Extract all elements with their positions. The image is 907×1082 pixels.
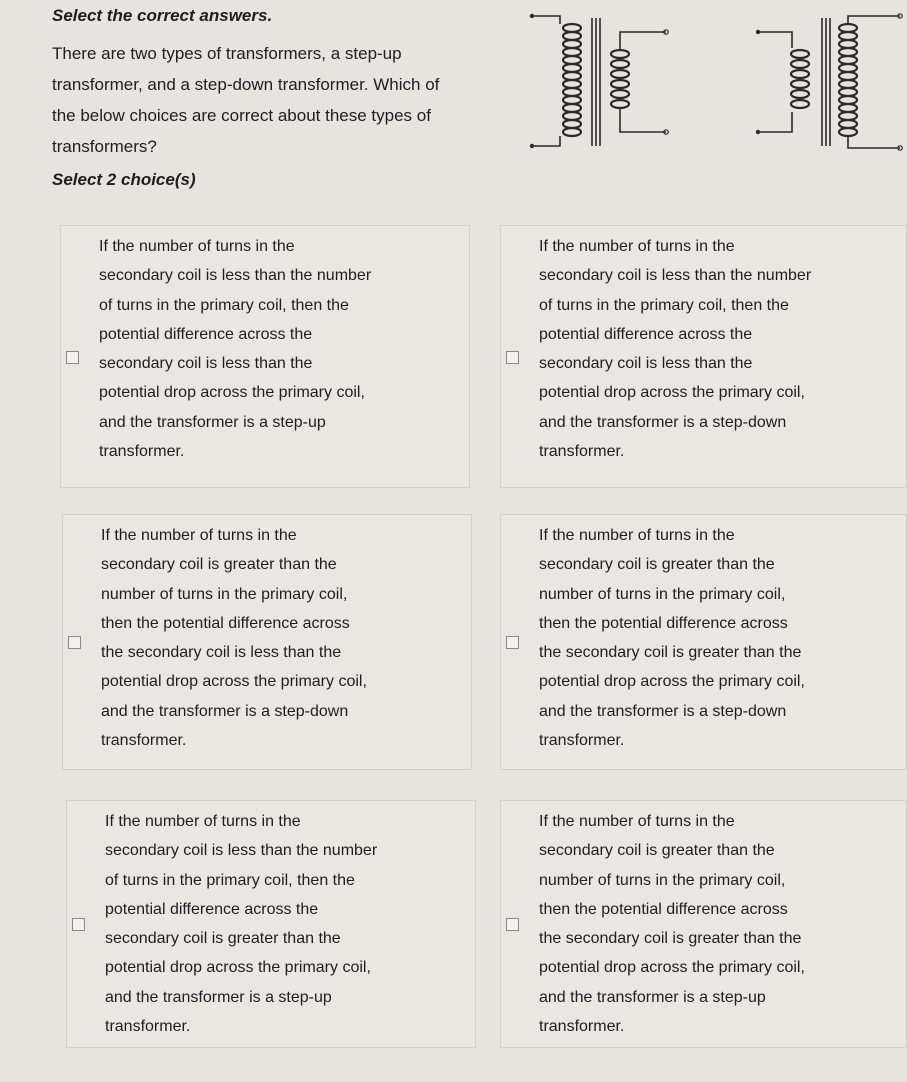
choice-line: If the number of turns in the xyxy=(539,813,735,830)
question-line: There are two types of transformers, a step-up xyxy=(52,44,402,63)
choice-line: of turns in the primary coil, then the xyxy=(539,296,789,314)
question-header xyxy=(52,6,522,162)
choice-line: and the transformer is a step-down xyxy=(539,702,787,720)
choice-checkbox[interactable] xyxy=(506,351,519,364)
choice-line: of turns in the primary coil, then the xyxy=(105,871,355,889)
choice-line: of turns in the primary coil, then the xyxy=(99,296,349,314)
choice-line: number of turns in the primary coil, xyxy=(539,585,786,603)
choice-line: potential drop across the primary coil, xyxy=(539,384,805,402)
choice-line: number of turns in the primary coil, xyxy=(539,871,786,889)
question-text xyxy=(52,38,522,162)
transformer-step-down-icon xyxy=(520,4,710,160)
choice-line: potential drop across the primary coil, xyxy=(101,673,367,691)
choice-line: and the transformer is a step-down xyxy=(539,413,787,431)
answer-choice-1[interactable] xyxy=(60,225,470,488)
choice-line: transformer. xyxy=(539,732,625,750)
choice-line: then the potential difference across xyxy=(539,614,788,632)
choice-line: If the number of turns in the xyxy=(539,238,735,255)
choice-text xyxy=(539,521,896,755)
choice-line: transformer. xyxy=(101,732,187,750)
choice-line: and the transformer is a step-up xyxy=(539,988,766,1006)
choice-line: potential drop across the primary coil, xyxy=(539,959,805,977)
choice-line: secondary coil is less than the number xyxy=(539,267,812,285)
choice-line: transformer. xyxy=(99,443,185,461)
choice-line: secondary coil is less than the xyxy=(539,355,753,373)
choice-line: secondary coil is greater than the xyxy=(539,556,775,574)
choice-text xyxy=(539,232,896,466)
choice-line: then the potential difference across xyxy=(101,614,350,632)
choice-line: potential difference across the xyxy=(105,900,319,918)
choice-checkbox[interactable] xyxy=(506,636,519,649)
choice-line: If the number of turns in the xyxy=(105,813,301,830)
choice-line: If the number of turns in the xyxy=(539,527,735,544)
choice-line: secondary coil is less than the xyxy=(99,355,313,373)
answer-choice-2[interactable] xyxy=(500,225,907,488)
choice-line: If the number of turns in the xyxy=(101,527,297,544)
choice-line: secondary coil is less than the number xyxy=(99,267,372,285)
choice-line: transformer. xyxy=(539,443,625,461)
choice-line: number of turns in the primary coil, xyxy=(101,585,348,603)
question-line: the below choices are correct about these types of xyxy=(52,106,431,125)
choice-checkbox[interactable] xyxy=(506,918,519,931)
choice-line: and the transformer is a step-up xyxy=(105,988,332,1006)
instruction-text: Select the correct answers. xyxy=(52,6,273,25)
answer-choice-3[interactable] xyxy=(62,514,472,770)
answer-choice-4[interactable] xyxy=(500,514,907,770)
choice-text xyxy=(539,807,896,1041)
question-line: transformers? xyxy=(52,137,157,156)
choice-line: secondary coil is less than the number xyxy=(105,842,378,860)
choice-line: secondary coil is greater than the xyxy=(539,842,775,860)
choice-line: potential difference across the xyxy=(539,325,753,343)
answer-choice-6[interactable] xyxy=(500,800,907,1048)
choice-line: then the potential difference across xyxy=(539,900,788,918)
choice-line: the secondary coil is greater than the xyxy=(539,930,802,948)
choice-line: transformer. xyxy=(105,1018,191,1036)
choice-text xyxy=(105,807,465,1041)
answer-choice-5[interactable] xyxy=(66,800,476,1048)
choice-checkbox[interactable] xyxy=(72,918,85,931)
choice-text xyxy=(99,232,459,466)
choice-line: and the transformer is a step-up xyxy=(99,413,326,431)
question-line: transformer, and a step-down transformer. Which of xyxy=(52,75,440,94)
choice-line: If the number of turns in the xyxy=(99,238,295,255)
choice-text xyxy=(101,521,461,755)
choice-line: the secondary coil is greater than the xyxy=(539,644,802,662)
choice-line: potential drop across the primary coil, xyxy=(99,384,365,402)
choice-checkbox[interactable] xyxy=(66,351,79,364)
choice-checkbox[interactable] xyxy=(68,636,81,649)
choice-line: potential difference across the xyxy=(99,325,313,343)
choice-line: secondary coil is greater than the xyxy=(105,930,341,948)
choice-line: secondary coil is greater than the xyxy=(101,556,337,574)
choice-line: potential drop across the primary coil, xyxy=(539,673,805,691)
choice-line: potential drop across the primary coil, xyxy=(105,959,371,977)
select-count-label: Select 2 choice(s) xyxy=(52,170,196,189)
choice-line: and the transformer is a step-down xyxy=(101,702,349,720)
choice-line: the secondary coil is less than the xyxy=(101,644,342,662)
transformer-step-up-icon xyxy=(740,4,907,160)
choice-line: transformer. xyxy=(539,1018,625,1036)
